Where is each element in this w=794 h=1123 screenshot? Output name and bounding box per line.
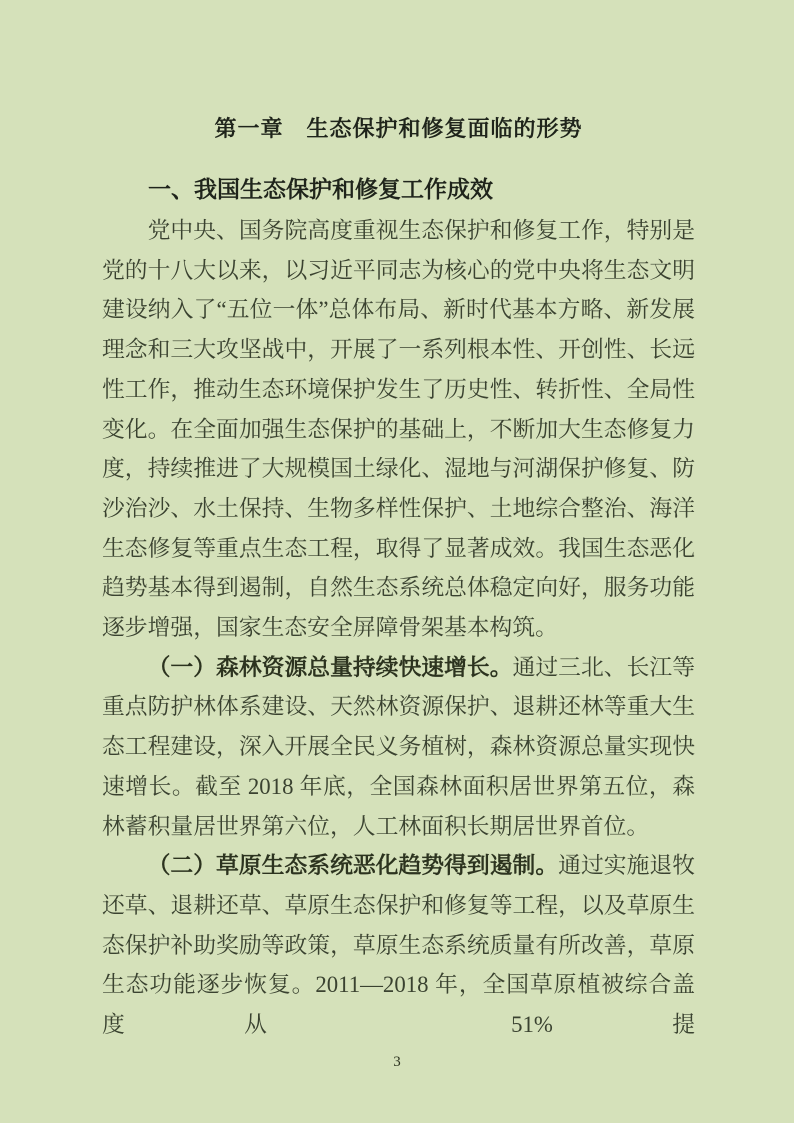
paragraph-overview-text: 党中央、国务院高度重视生态保护和修复工作，特别是党的十八大以来，以习近平同志为核心的党中央将生态文明建设纳入了“五位一体”总体布局、新时代基本方略、新发展理念和三大攻坚战中，开展了一系列根本性、开创性、长远性工作，推动生态环境保护发生了历史性、转折性、全局性变化。在全面加强生态保护的基础上，不断加大生态修复力度，持续推进了大规模国土绿化、湿地与河湖保护修复、防沙治沙、水土保持、生物多样性保护、土地综合整治、海洋生态修复等重点生态工程，取得了显著成效。我国生态恶化趋势基本得到遏制，自然生态系统总体稳定向好，服务功能逐步增强，国家生态安全屏障骨架基本构筑。 [102,218,695,641]
section-heading: 一、我国生态保护和修复工作成效 [148,176,493,202]
chapter-title: 第一章 生态保护和修复面临的形势 [214,116,583,141]
paragraph-forest [102,648,695,847]
paragraph-grassland [102,846,695,1045]
paragraph-grassland-text: 通过实施退牧还草、退耕还草、草原生态保护和修复等工程，以及草原生态保护补助奖励等政策，草原生态系统质量有所改善，草原生态功能逐步恢复。2011—2018 年，全国草原植被综合盖度从 51%提 [102,853,696,1038]
paragraph-grassland-lead: （二）草原生态系统恶化趋势得到遏制。 [147,853,559,879]
paragraph-overview [102,211,695,648]
page-number: 3 [393,1054,401,1070]
paragraph-forest-text: 通过三北、长江等重点防护林体系建设、天然林资源保护、退耕还林等重大生态工程建设，深入开展全民义务植树，森林资源总量实现快速增长。截至 2018 年底，全国森林面积居世界第五位，森林蓄积量居世界第六位，人工林面积长期居世界首位。 [102,654,696,839]
paragraph-forest-lead: （一）森林资源总量持续快速增长。 [147,654,513,680]
